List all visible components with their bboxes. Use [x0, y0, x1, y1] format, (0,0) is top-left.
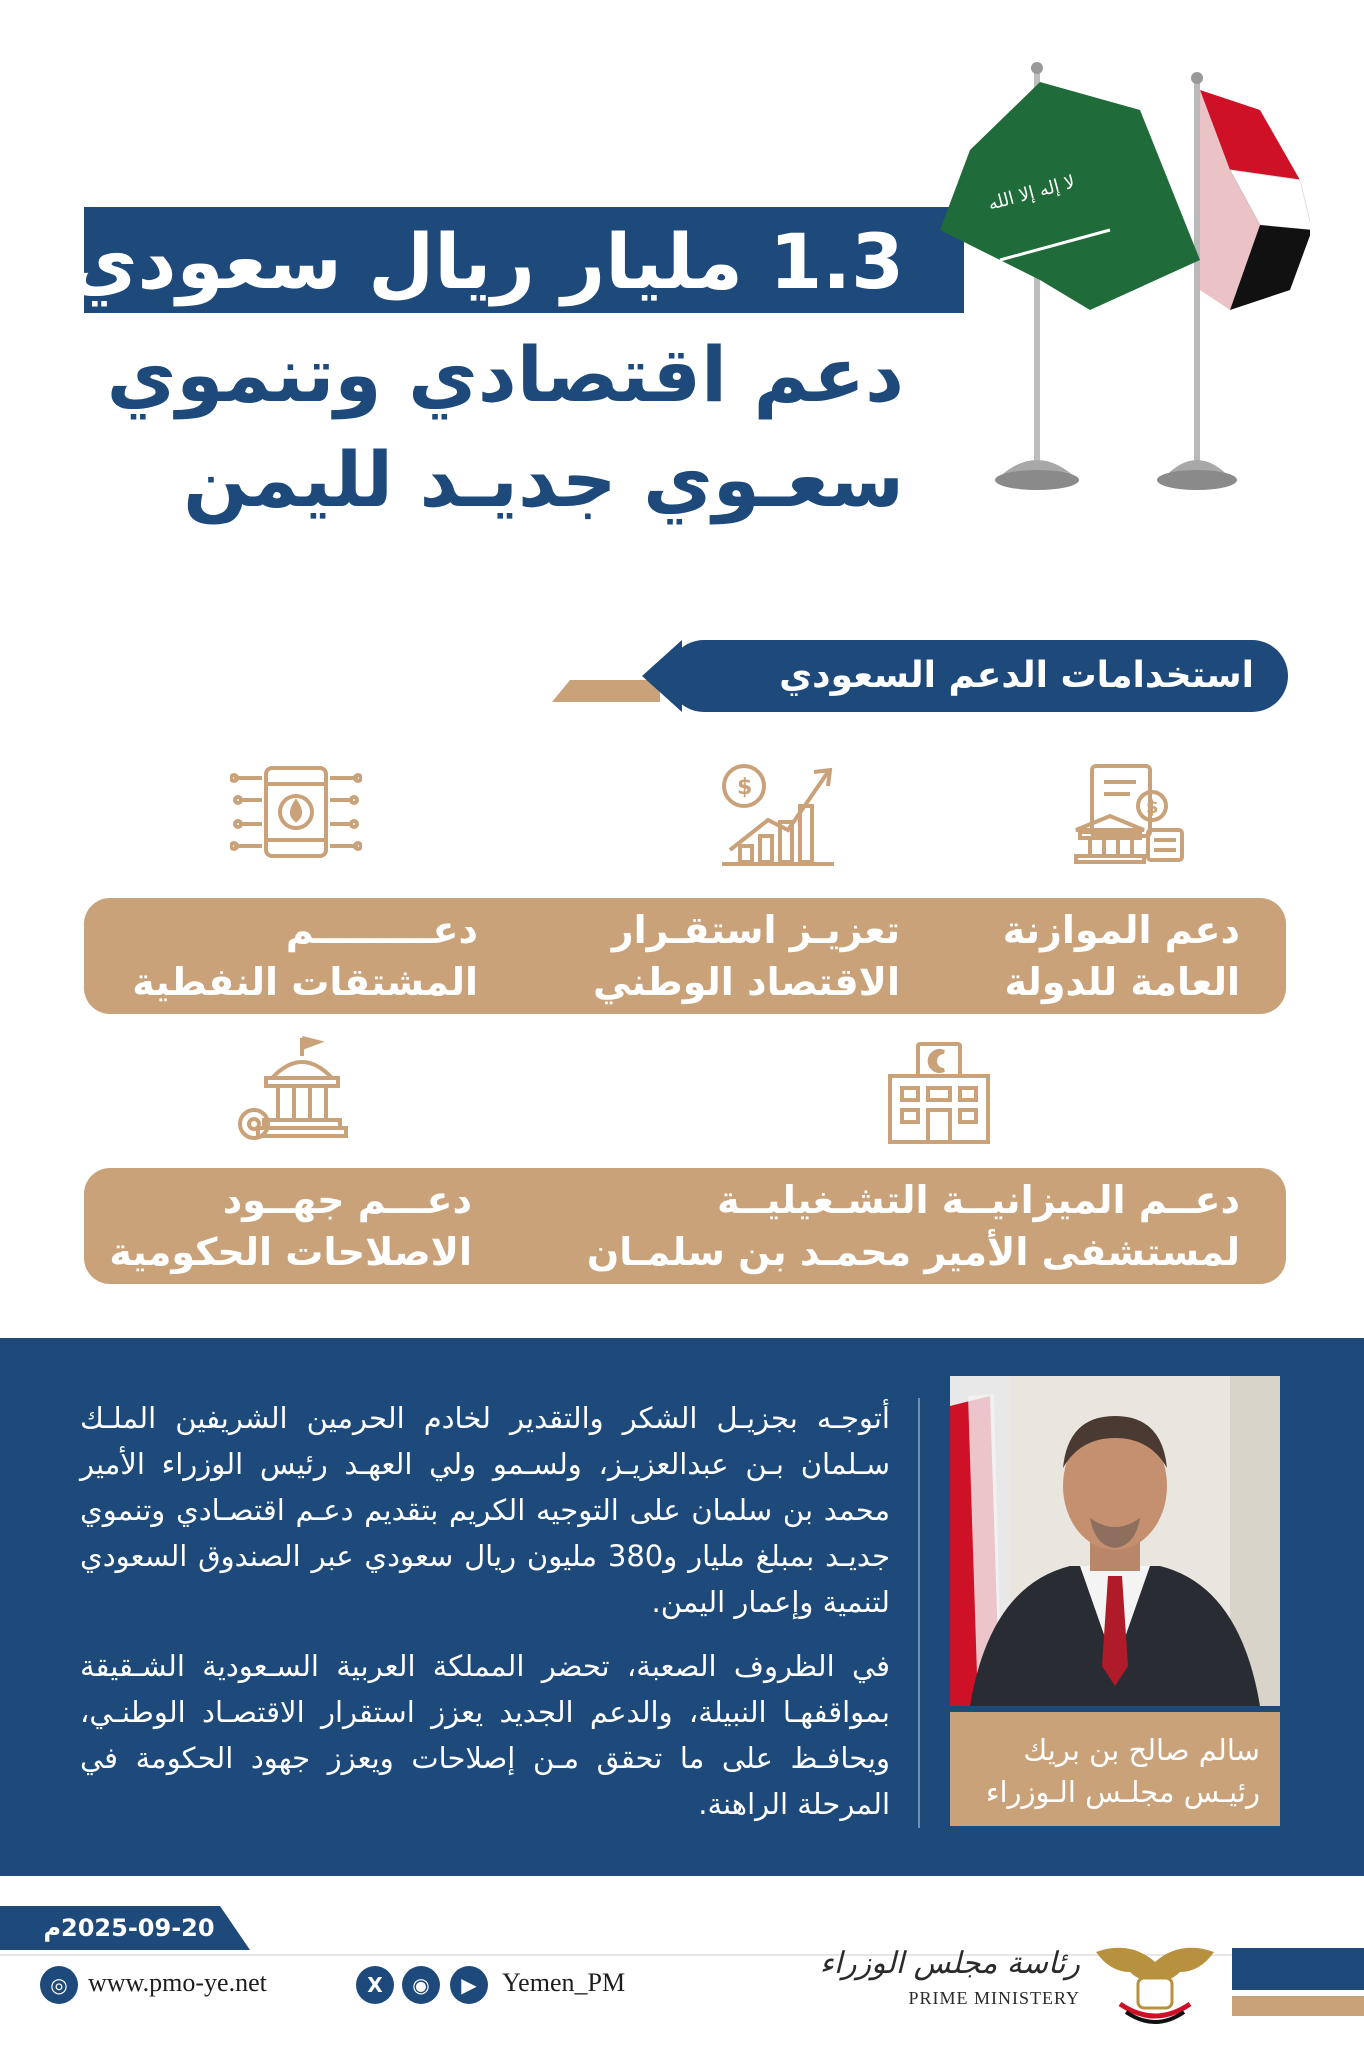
saudi-flag-icon: [940, 62, 1200, 490]
hospital-icon: [884, 1040, 994, 1146]
section-title: استخدامات الدعم السعودي: [779, 655, 1254, 696]
quote-paragraph-2: في الظروف الصعبة، تحضر المملكة العربية السـعودية الشـقيقة بمواقفهـا النبيلة، والدعم الجديد يعزز استقرار الاقتصـاد الوطنـي، ويحافـظ على ما تحقق مـن إصلاحات ويعزز جهود الحكومة في المرحلة الراهنة.: [80, 1649, 890, 1821]
speaker-name: سالم صالح بن بريك: [1023, 1733, 1260, 1767]
website-link[interactable]: www.pmo-ye.net: [88, 1968, 267, 1997]
quote-paragraph-1: أتوجـه بجزيـل الشكر والتقدير لخادم الحرمين الشريفين الملـك سـلمان بـن عبدالعزيـز، ولسـمو ولي العهـد رئيس الوزراء الأمير محمد بن سلمان على التوجيه الكريم بتقديم دعـم اقتصـادي وتنموي جديـد بمبلغ مليار و380 مليون ريال سعودي عبر الصندوق السعودي لتنمية وإعمار اليمن.: [80, 1401, 891, 1619]
yemen-emblem-icon: [1090, 1942, 1220, 2026]
brand-arabic: رئاسة مجلس الوزراء: [819, 1946, 1080, 1981]
headline-subtitle: دعم اقتصادي وتنموي: [106, 330, 904, 419]
government-reform-icon: [232, 1034, 356, 1148]
headline-subtitle-2: سعـوي جديـد لليمن: [183, 435, 904, 524]
use-budget-line2: العامة للدولة: [1004, 960, 1240, 1004]
svg-text:$: $: [737, 775, 753, 800]
yemen-flag-icon: [1157, 72, 1310, 490]
use-oil-line2: المشتقات النفطية: [132, 960, 478, 1004]
quote-divider: [918, 1398, 920, 1828]
quote-text: [80, 1395, 890, 1845]
speaker-role: رئيـس مجلـس الـوزراء: [985, 1775, 1260, 1809]
use-economy-line1: تعزيـز استقـرار: [611, 908, 900, 952]
use-reform-line2: الاصلاحات الحكومية: [109, 1230, 472, 1274]
budget-calculator-icon: [1070, 760, 1188, 864]
youtube-icon[interactable]: ▶: [450, 1966, 488, 2004]
growth-chart-icon: [718, 760, 838, 870]
flags-illustration: [930, 60, 1310, 520]
publish-date: 2025-09-20م: [43, 1914, 215, 1942]
speaker-portrait: [950, 1376, 1280, 1706]
x-twitter-icon[interactable]: X: [356, 1966, 394, 2004]
use-economy-line2: الاقتصاد الوطني: [592, 960, 900, 1004]
use-hospital-line1: دعــم الميزانيــة التشـغيليــة: [717, 1178, 1240, 1222]
instagram-icon[interactable]: ◉: [402, 1966, 440, 2004]
use-reform-line1: دعـــم جهــود: [222, 1178, 472, 1222]
oil-barrel-icon: [230, 760, 362, 864]
brand-english: PRIME MINISTERY: [908, 1988, 1080, 2008]
use-oil-line1: دعـــــــــم: [285, 908, 478, 952]
svg-text:لا إله إلا الله: لا إله إلا الله: [985, 171, 1078, 215]
headline-amount: 1.3 مليار ريال سعودي: [67, 217, 904, 306]
use-budget-line1: دعم الموازنة: [1002, 908, 1240, 952]
use-hospital-line2: لمستشفى الأمير محمـد بن سلمـان: [586, 1230, 1240, 1274]
footer-stripe-blue: [1232, 1948, 1364, 1990]
web-globe-icon[interactable]: ◎: [40, 1966, 78, 2004]
svg-text:$: $: [1146, 797, 1159, 818]
footer-stripe-gold: [1232, 1996, 1364, 2016]
social-handle[interactable]: Yemen_PM: [502, 1968, 626, 1997]
